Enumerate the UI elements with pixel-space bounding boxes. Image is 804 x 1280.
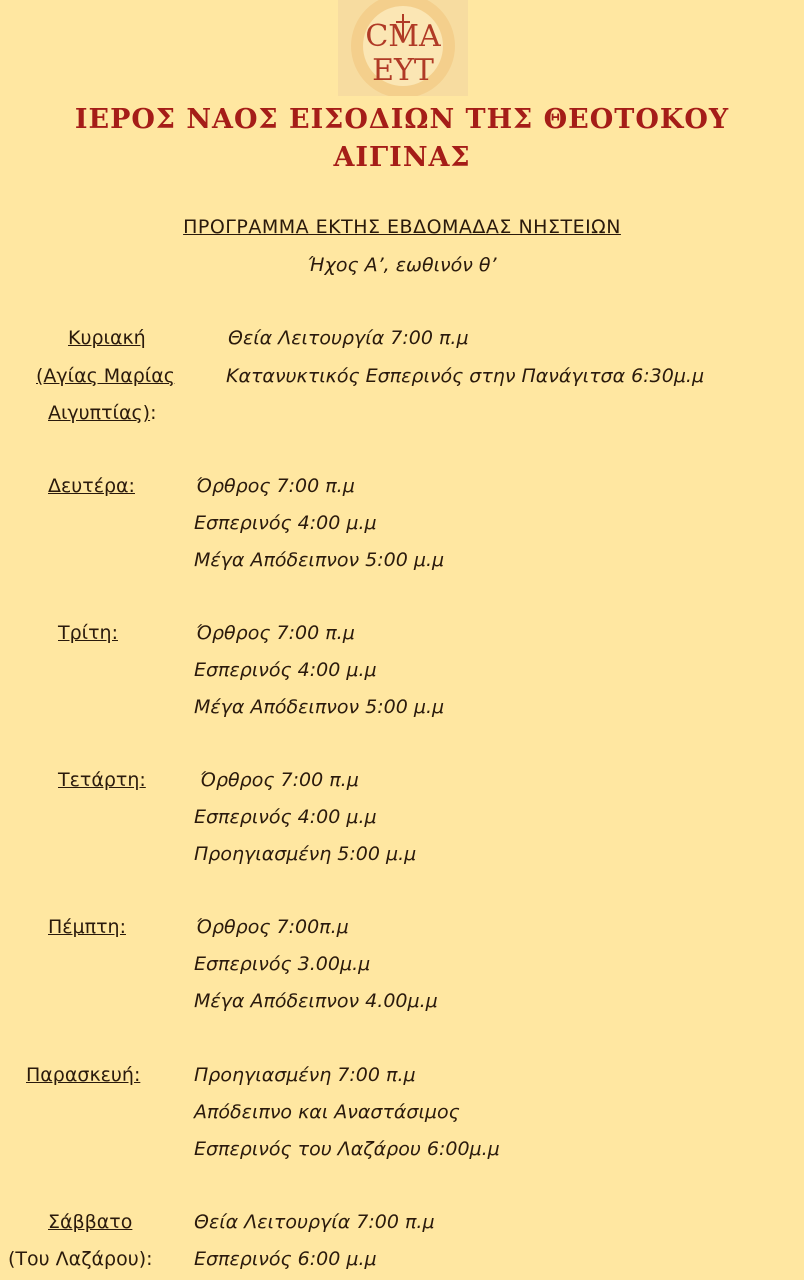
day-note-sunday-2-wrap bbox=[48, 401, 156, 425]
logo-text-bottom: ΕΥΤ bbox=[372, 53, 434, 88]
program-subtitle: Ήχος Α’, εωθινόν θ’ bbox=[307, 254, 497, 276]
service-item: Μέγα Απόδειπνον 4.00μ.μ bbox=[194, 990, 438, 1012]
church-logo bbox=[338, 0, 468, 96]
logo-emblem-icon bbox=[338, 0, 468, 96]
service-item: Όρθρος 7:00 π.μ bbox=[196, 622, 355, 644]
service-item: Θεία Λειτουργία 7:00 π.μ bbox=[228, 327, 469, 349]
service-item: Κατανυκτικός Εσπερινός στην Πανάγιτσα 6:30μ.μ bbox=[226, 365, 705, 387]
day-note-sunday-2-suffix: : bbox=[150, 402, 157, 424]
day-label-tuesday: Τρίτη: bbox=[58, 622, 118, 644]
service-item: Μέγα Απόδειπνον 5:00 μ.μ bbox=[194, 549, 445, 571]
service-item: Εσπερινός του Λαζάρου 6:00μ.μ bbox=[194, 1138, 500, 1160]
day-label-saturday: Σάββατο bbox=[48, 1211, 133, 1233]
service-item: Εσπερινός 4:00 μ.μ bbox=[194, 659, 377, 681]
day-label-thursday: Πέμπτη: bbox=[48, 916, 126, 938]
day-note-sunday-2: Αιγυπτίας) bbox=[48, 402, 151, 424]
service-item: Εσπερινός 4:00 μ.μ bbox=[194, 806, 377, 828]
day-label-wednesday: Τετάρτη: bbox=[58, 769, 146, 791]
service-item: Όρθρος 7:00 π.μ bbox=[200, 769, 359, 791]
day-note-sunday-1: (Αγίας Μαρίας bbox=[36, 365, 175, 387]
service-item: Προηγιασμένη 5:00 μ.μ bbox=[194, 843, 417, 865]
service-item: Θεία Λειτουργία 7:00 π.μ bbox=[194, 1211, 435, 1233]
day-label-friday: Παρασκευή: bbox=[26, 1064, 141, 1086]
day-label-monday: Δευτέρα: bbox=[48, 475, 135, 497]
service-item: Εσπερινός 3.00μ.μ bbox=[194, 953, 371, 975]
service-item: Εσπερινός 4:00 μ.μ bbox=[194, 512, 377, 534]
logo-text-top: CΜΑ bbox=[365, 19, 441, 54]
service-item: Εσπερινός 6:00 μ.μ bbox=[194, 1248, 377, 1270]
church-location: ΑΙΓΙΝΑΣ bbox=[333, 142, 471, 173]
service-item: Όρθρος 7:00 π.μ bbox=[196, 475, 355, 497]
program-title: ΠΡΟΓΡΑΜΜΑ ΕΚΤΗΣ ΕΒΔΟΜΑΔΑΣ ΝΗΣΤΕΙΩΝ bbox=[183, 216, 621, 238]
day-note-saturday: (Του Λαζάρου): bbox=[8, 1248, 153, 1270]
day-label-sunday: Κυριακή bbox=[68, 327, 146, 349]
service-item: Όρθρος 7:00π.μ bbox=[196, 916, 349, 938]
service-item: Μέγα Απόδειπνον 5:00 μ.μ bbox=[194, 696, 445, 718]
service-item: Απόδειπνο και Αναστάσιμος bbox=[194, 1101, 460, 1123]
service-item: Προηγιασμένη 7:00 π.μ bbox=[194, 1064, 416, 1086]
church-name: ΙΕΡΟΣ ΝΑΟΣ ΕΙΣΟΔΙΩΝ ΤΗΣ ΘΕΟΤΟΚΟΥ bbox=[74, 104, 730, 135]
